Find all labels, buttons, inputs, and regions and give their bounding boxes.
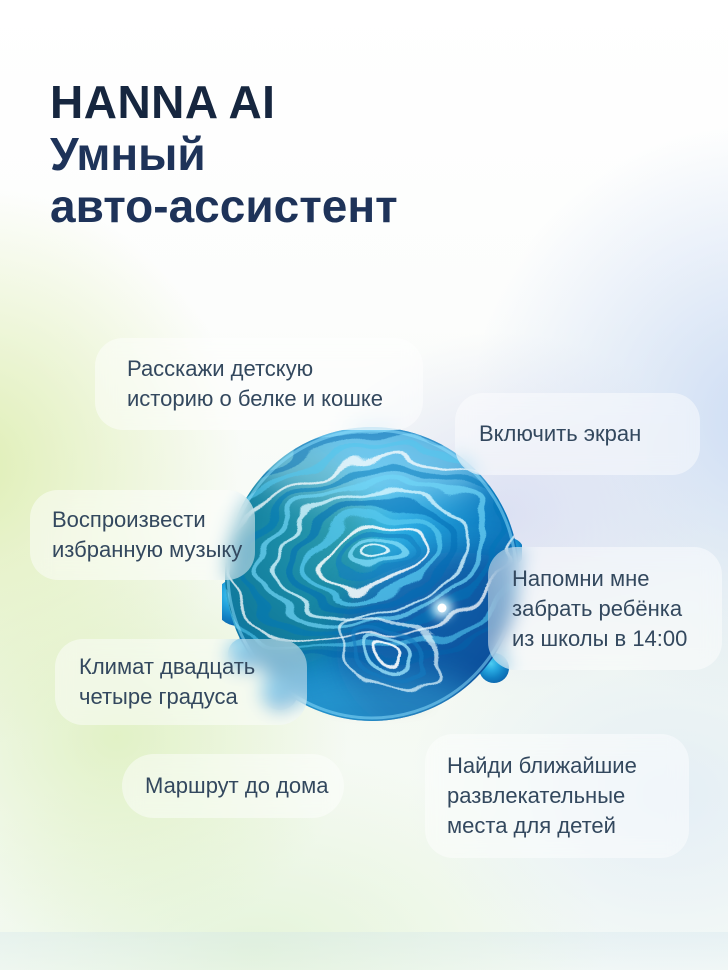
suggestion-bubble-story <box>95 338 423 430</box>
suggestion-bubble-route <box>122 754 344 818</box>
bubble-line: Включить экран <box>479 421 642 446</box>
bottom-fade-strip <box>0 932 728 970</box>
bubble-line: Найди ближайшие <box>447 753 637 778</box>
brand-title: HANNA AI <box>50 76 276 128</box>
bubble-line: из школы в 14:00 <box>512 625 688 651</box>
product-subtitle-line-1: Умный <box>50 128 206 180</box>
bubble-line: Климат двадцать <box>79 654 256 679</box>
suggestion-bubble-places <box>425 734 689 858</box>
title-block <box>50 76 398 232</box>
bubble-line: Расскажи детскую <box>127 356 314 381</box>
bubble-line: места для детей <box>447 813 616 838</box>
suggestion-bubble-climate <box>55 639 307 725</box>
bubble-line: четыре градуса <box>79 684 238 709</box>
suggestion-bubble-music <box>30 490 255 580</box>
product-subtitle-line-2: авто-ассистент <box>50 180 398 232</box>
bubble-line: Маршрут до дома <box>145 773 329 798</box>
bubble-line: забрать ребёнка <box>512 595 683 621</box>
bubble-line: Воспроизвести <box>52 507 206 532</box>
bubble-line: избранную музыку <box>52 537 243 562</box>
suggestion-bubble-screen <box>455 393 700 475</box>
bubble-line: развлекательные <box>447 783 626 808</box>
bubble-line: Напомни мне <box>512 565 650 591</box>
suggestion-bubble-reminder <box>488 547 722 670</box>
bubble-line: историю о белке и кошке <box>127 386 384 411</box>
